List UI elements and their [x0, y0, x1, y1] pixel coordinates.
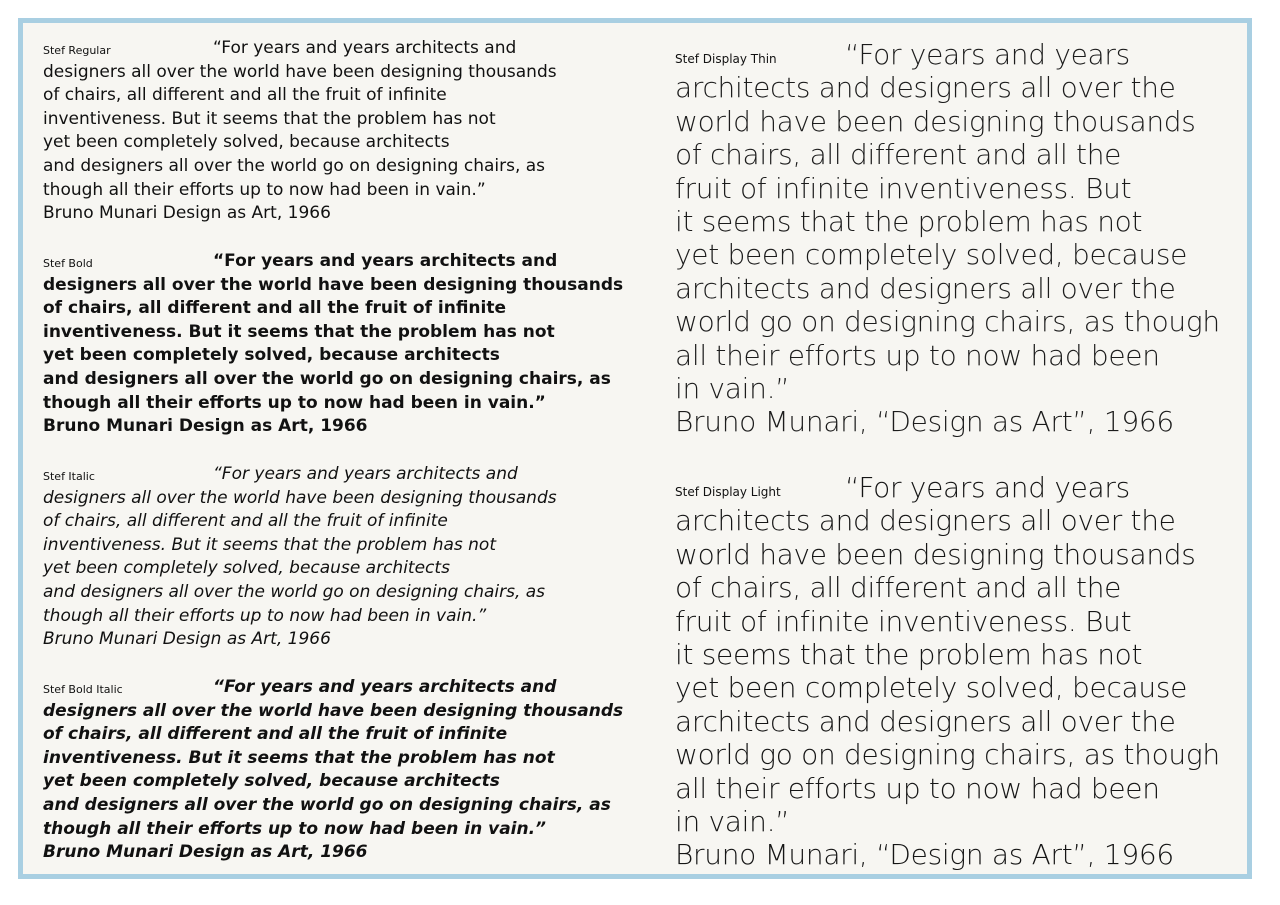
- specimen-line: inventiveness. But it seems that the problem has not: [43, 321, 555, 342]
- specimen-label: Stef Regular: [43, 44, 111, 57]
- specimen-bold-italic: [43, 676, 623, 865]
- specimen-line: [43, 676, 623, 700]
- specimen-line: yet been completely solved, because architects: [43, 558, 450, 579]
- specimen-sheet: [18, 18, 1252, 879]
- specimen-line: inventiveness. But it seems that the problem has not: [43, 747, 555, 768]
- specimen-label: Stef Display Thin: [675, 52, 777, 66]
- specimen-line-text: “For years and years architects and: [213, 251, 558, 271]
- specimen-line: of chairs, all different and all the fruit of infinite: [43, 724, 508, 745]
- specimen-line: world have been designing thousands: [675, 104, 1196, 138]
- specimen-line: it seems that the problem has not: [675, 205, 1143, 239]
- specimen-line: designers all over the world have been designing thousands: [43, 61, 557, 82]
- specimen-line: all their efforts up to now had been: [675, 338, 1160, 372]
- specimen-line: yet been completely solved, because architects: [43, 771, 500, 792]
- specimen-line: architects and designers all over the: [675, 504, 1176, 538]
- specimen-line-text: “For years and years architects and: [213, 677, 557, 697]
- specimen-line: [675, 38, 1220, 71]
- specimen-line: designers all over the world have been designing thousands: [43, 700, 624, 721]
- specimen-display-thin: [675, 38, 1220, 439]
- specimen-line: of chairs, all different and all the: [675, 571, 1122, 605]
- specimen-line: though all their efforts up to now had been in vain.”: [43, 605, 487, 626]
- specimen-label: Stef Bold: [43, 257, 93, 270]
- specimen-label: Stef Italic: [43, 470, 95, 483]
- specimen-line: and designers all over the world go on designing chairs, as: [43, 155, 546, 176]
- specimen-attribution: Bruno Munari Design as Art, 1966: [43, 203, 331, 224]
- specimen-line: yet been completely solved, because: [675, 671, 1188, 705]
- specimen-line-text: “For years and years: [845, 38, 1130, 71]
- specimen-line: architects and designers all over the: [675, 271, 1176, 305]
- specimen-attribution: Bruno Munari Design as Art, 1966: [43, 629, 331, 650]
- specimen-line: of chairs, all different and all the fruit of infinite: [43, 85, 447, 106]
- specimen-paragraph: [675, 471, 1220, 872]
- specimen-line: though all their efforts up to now had been in vain.”: [43, 179, 486, 200]
- specimen-line-text: “For years and years architects and: [213, 464, 518, 484]
- specimen-line: world go on designing chairs, as though: [675, 738, 1220, 772]
- specimen-line: inventiveness. But it seems that the problem has not: [43, 534, 496, 555]
- specimen-regular: [43, 37, 557, 226]
- specimen-line: though all their efforts up to now had been in vain.”: [43, 392, 546, 413]
- specimen-line: and designers all over the world go on designing chairs, as: [43, 794, 611, 815]
- specimen-line: of chairs, all different and all the: [675, 138, 1122, 172]
- specimen-paragraph: [43, 676, 623, 865]
- specimen-line: yet been completely solved, because: [675, 238, 1188, 272]
- specimen-label: Stef Display Light: [675, 485, 781, 499]
- specimen-line: and designers all over the world go on designing chairs, as: [43, 368, 611, 389]
- specimen-line: architects and designers all over the: [675, 71, 1176, 105]
- specimen-line: [43, 463, 557, 487]
- specimen-line: yet been completely solved, because architects: [43, 132, 450, 153]
- specimen-line: fruit of infinite inventiveness. But: [675, 171, 1132, 205]
- specimen-paragraph: [43, 250, 623, 439]
- specimen-line: and designers all over the world go on designing chairs, as: [43, 581, 546, 602]
- specimen-line: designers all over the world have been designing thousands: [43, 274, 624, 295]
- specimen-attribution: Bruno Munari, “Design as Art”, 1966: [675, 838, 1174, 872]
- specimen-line-text: “For years and years: [845, 471, 1130, 504]
- specimen-line-text: “For years and years architects and: [213, 38, 517, 58]
- specimen-display-light: [675, 471, 1220, 872]
- specimen-line: architects and designers all over the: [675, 704, 1176, 738]
- specimen-line: in vain.”: [675, 372, 790, 406]
- specimen-line: all their efforts up to now had been: [675, 771, 1160, 805]
- specimen-line: of chairs, all different and all the fruit of infinite: [43, 298, 507, 319]
- specimen-paragraph: [43, 37, 557, 226]
- specimen-line: world go on designing chairs, as though: [675, 305, 1220, 339]
- specimen-line: designers all over the world have been designing thousands: [43, 487, 557, 508]
- specimen-line: [43, 37, 557, 61]
- specimen-line: inventiveness. But it seems that the problem has not: [43, 108, 496, 129]
- specimen-attribution: Bruno Munari Design as Art, 1966: [43, 416, 368, 437]
- specimen-line: in vain.”: [675, 805, 790, 839]
- specimen-line: world have been designing thousands: [675, 537, 1196, 571]
- specimen-line: fruit of infinite inventiveness. But: [675, 604, 1132, 638]
- specimen-paragraph: [675, 38, 1220, 439]
- specimen-attribution: Bruno Munari, “Design as Art”, 1966: [675, 405, 1174, 439]
- specimen-italic: [43, 463, 557, 652]
- specimen-line: of chairs, all different and all the fruit of infinite: [43, 511, 448, 532]
- specimen-line: [43, 250, 623, 274]
- specimen-line: [675, 471, 1220, 504]
- specimen-attribution: Bruno Munari Design as Art, 1966: [43, 842, 368, 863]
- specimen-label: Stef Bold Italic: [43, 683, 123, 696]
- specimen-paragraph: [43, 463, 557, 652]
- specimen-line: yet been completely solved, because architects: [43, 345, 500, 366]
- specimen-line: though all their efforts up to now had been in vain.”: [43, 818, 547, 839]
- specimen-bold: [43, 250, 623, 439]
- specimen-line: it seems that the problem has not: [675, 638, 1143, 672]
